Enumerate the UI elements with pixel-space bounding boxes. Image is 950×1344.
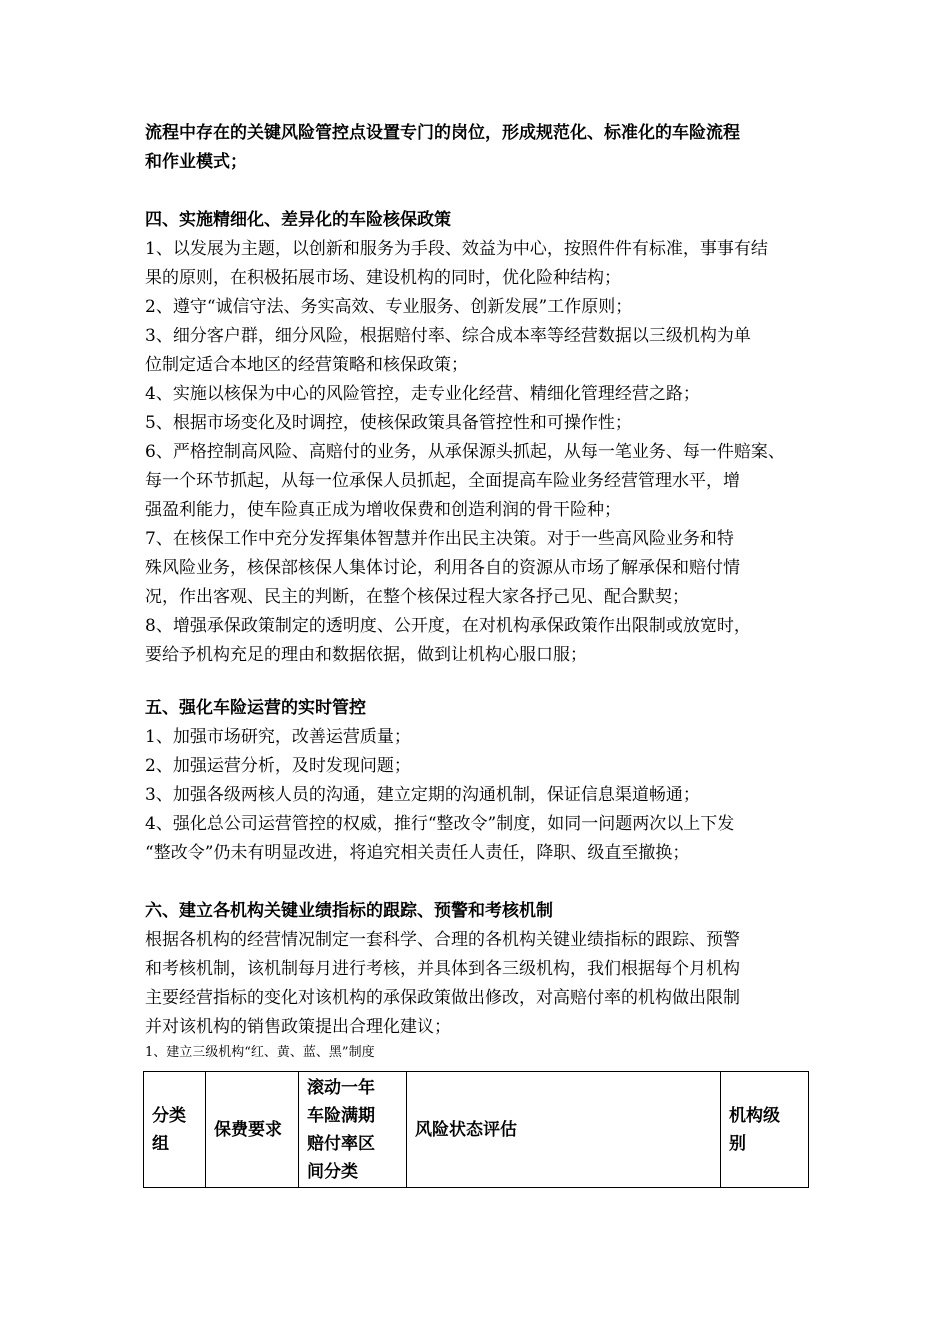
- header-cell-risk-assessment: [407, 1072, 721, 1188]
- list-item-line: 3、细分客户群，细分风险，根据赔付率、综合成本率等经营数据以三级机构为单: [145, 326, 751, 346]
- list-item-line: 4、强化总公司运营管控的权威，推行“整改令”制度，如同一问题两次以上下发: [145, 814, 735, 834]
- text-line: 主要经营指标的变化对该机构的承保政策做出修改，对高赔付率的机构做出限制: [145, 988, 740, 1008]
- text-line: 流程中存在的关键风险管控点设置专门的岗位，形成规范化、标准化的车险流程: [145, 123, 740, 143]
- section-4-body: [145, 235, 810, 670]
- list-item-line: 强盈利能力，使车险真正成为增收保费和创造利润的骨干险种；: [145, 500, 621, 520]
- text-line: 和考核机制，该机制每月进行考核，并具体到各三级机构，我们根据每个月机构: [145, 959, 740, 979]
- section-5-heading: 五、强化车险运营的实时管控: [145, 698, 366, 718]
- header-text: 滚动一年: [307, 1077, 375, 1098]
- list-item-line: 1、加强市场研究，改善运营质量；: [145, 727, 411, 747]
- header-text: 赔付率区: [307, 1133, 375, 1154]
- list-item-line: 3、加强各级两核人员的沟通，建立定期的沟通机制，保证信息渠道畅通；: [145, 785, 700, 805]
- section-6-heading: 六、建立各机构关键业绩指标的跟踪、预警和考核机制: [145, 901, 553, 921]
- section-6-body: [145, 926, 810, 1042]
- section-5-body: [145, 723, 810, 868]
- list-item-line: 1、以发展为主题，以创新和服务为手段、效益为中心，按照件件有标准，事事有结: [145, 239, 768, 259]
- list-item-line: 况，作出客观、民主的判断，在整个核保过程大家各抒己见、配合默契；: [145, 587, 689, 607]
- list-item-line: 5、根据市场变化及时调控，使核保政策具备管控性和可操作性；: [145, 413, 632, 433]
- header-cell-group: [144, 1072, 206, 1188]
- header-text: 分类: [152, 1105, 186, 1126]
- header-text: 车险满期: [307, 1105, 375, 1126]
- list-item-line: 殊风险业务，核保部核保人集体讨论，利用各自的资源从市场了解承保和赔付情: [145, 558, 740, 578]
- header-text: 组: [152, 1133, 169, 1154]
- header-cell-level: [721, 1072, 809, 1188]
- list-item-line: 7、在核保工作中充分发挥集体智慧并作出民主决策。对于一些高风险业务和特: [145, 529, 734, 549]
- list-item-line: 位制定适合本地区的经营策略和核保政策；: [145, 355, 468, 375]
- classification-table: [143, 1071, 809, 1188]
- header-text: 间分类: [307, 1161, 358, 1182]
- header-cell-premium: [206, 1072, 299, 1188]
- section-4-heading: 四、实施精细化、差异化的车险核保政策: [145, 210, 451, 230]
- table-header-row: [144, 1072, 809, 1188]
- header-text: 别: [729, 1133, 746, 1154]
- list-item-line: 4、实施以核保为中心的风险管控，走专业化经营、精细化管理经营之路；: [145, 384, 700, 404]
- list-item-line: “整改令”仍未有明显改进，将追究相关责任人责任，降职、级直至撤换；: [145, 843, 690, 863]
- list-item-line: 2、遵守“诚信守法、务实高效、专业服务、创新发展”工作原则；: [145, 297, 633, 317]
- list-item-line: 要给予机构充足的理由和数据依据，做到让机构心服口服；: [145, 645, 587, 665]
- sub-item-heading: 1、建立三级机构“红、黄、蓝、黑”制度: [145, 1045, 375, 1060]
- intro-paragraph: [145, 119, 810, 177]
- header-text: 机构级: [729, 1105, 780, 1126]
- header-text: 风险状态评估: [415, 1119, 517, 1140]
- text-line: 和作业模式；: [145, 152, 247, 172]
- header-text: 保费要求: [214, 1119, 282, 1140]
- header-cell-loss-ratio: [299, 1072, 407, 1188]
- text-line: 根据各机构的经营情况制定一套科学、合理的各机构关键业绩指标的跟踪、预警: [145, 930, 740, 950]
- list-item-line: 2、加强运营分析，及时发现问题；: [145, 756, 411, 776]
- list-item-line: 果的原则，在积极拓展市场、建设机构的同时，优化险种结构；: [145, 268, 621, 288]
- list-item-line: 8、增强承保政策制定的透明度、公开度，在对机构承保政策作出限制或放宽时，: [145, 616, 751, 636]
- list-item-line: 6、严格控制高风险、高赔付的业务，从承保源头抓起，从每一笔业务、每一件赔案、: [145, 442, 785, 462]
- list-item-line: 每一个环节抓起，从每一位承保人员抓起，全面提高车险业务经营管理水平，增: [145, 471, 740, 491]
- text-line: 并对该机构的销售政策提出合理化建议；: [145, 1017, 451, 1037]
